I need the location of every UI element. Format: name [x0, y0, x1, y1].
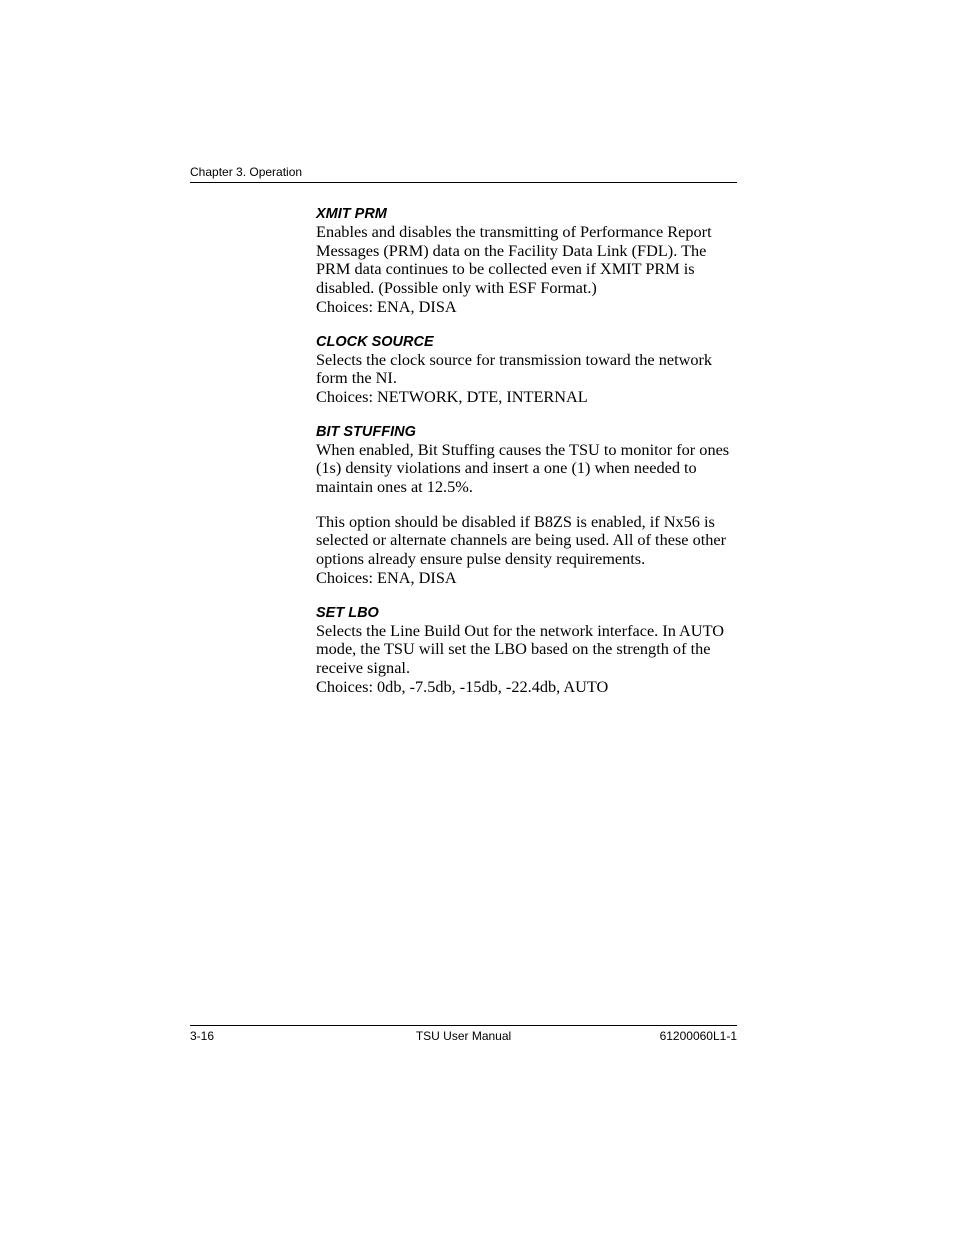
section-paragraph: When enabled, Bit Stuffing causes the TSU to monitor for ones (1s) density violations and insert a one (1) when needed to maintain ones at 12.5%.	[316, 439, 730, 497]
section-clock-source	[316, 333, 738, 407]
section-paragraph: Enables and disables the transmitting of Performance Report Messages (PRM) data on the Facility Data Link (FDL). The PRM data continues to be collected even if XMIT PRM is disabled. (Possible only with ESF Format.)	[316, 222, 712, 298]
section-paragraph: This option should be disabled if B8ZS is enabled, if Nx56 is selected or alternate channels are being used. All of these other options already ensure pulse density requirements.	[316, 511, 727, 569]
section-paragraph: Selects the clock source for transmission toward the network form the NI.	[316, 349, 713, 388]
section-heading: BIT STUFFING	[316, 423, 416, 440]
section-bit-stuffing	[316, 423, 738, 588]
section-heading: CLOCK SOURCE	[316, 333, 434, 350]
page-number: 3-16	[190, 1029, 215, 1043]
running-footer	[190, 1028, 737, 1044]
section-choices: Choices: ENA, DISA	[316, 296, 457, 316]
running-header	[190, 164, 737, 180]
section-choices: Choices: ENA, DISA	[316, 567, 457, 587]
section-set-lbo	[316, 604, 738, 697]
header-rule	[190, 182, 737, 183]
section-choices: Choices: NETWORK, DTE, INTERNAL	[316, 386, 588, 406]
section-paragraph: Selects the Line Build Out for the network interface. In AUTO mode, the TSU will set the LBO based on the strength of the receive signal.	[316, 620, 724, 677]
chapter-title: Chapter 3. Operation	[190, 165, 303, 179]
section-heading: SET LBO	[316, 604, 379, 621]
part-number: 61200060L1-1	[659, 1029, 737, 1043]
manual-title: TSU User Manual	[415, 1029, 512, 1043]
section-xmit-prm	[316, 205, 738, 317]
section-choices: Choices: 0db, -7.5db, -15db, -22.4db, AUTO	[316, 676, 609, 696]
footer-rule	[190, 1025, 737, 1026]
page-content	[316, 205, 738, 712]
section-heading: XMIT PRM	[316, 206, 387, 222]
